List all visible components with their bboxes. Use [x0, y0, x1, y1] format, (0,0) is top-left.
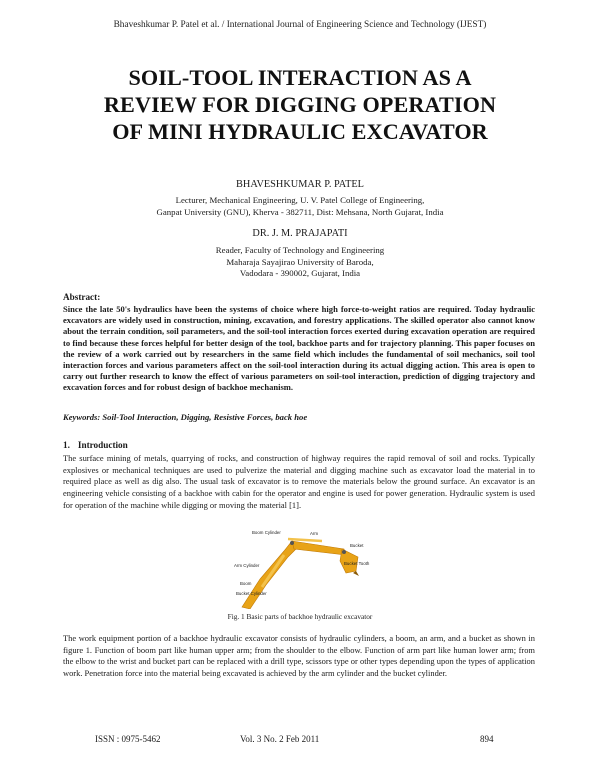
- bucket-tooth-shape: [353, 571, 359, 576]
- label-arm-cylinder: Arm Cylinder: [234, 563, 260, 568]
- section-number: 1.: [63, 440, 70, 450]
- figure-caption: Fig. 1 Basic parts of backhoe hydraulic excavator: [227, 612, 373, 621]
- title-line: OF MINI HYDRAULIC EXCAVATOR: [112, 119, 488, 144]
- title-line: SOIL-TOOL INTERACTION AS A: [128, 65, 472, 90]
- footer-volume: Vol. 3 No. 2 Feb 2011: [240, 734, 320, 744]
- excavator-diagram: [232, 527, 372, 609]
- abstract-text: Since the late 50's hydraulics have been the systems of choice where high force-to-weight ratios are required. Today hydraulic excavators are widely used in construction, mining, excavation, and forestry applications. The skilled operator also cannot know about the terrain condition, soil parameters, and the soil-tool interaction forces exerted during excavation operation are required to find because these forces helpful for better design of the tool, backhoe parts and for trajectory planning. This paper focuses on the review of a work carried out by researchers in the same field which includes the fundamental of soil mechanics, soil tool interaction forces and various parameters affect on the soil-tool interaction during its actual digging action. This area is open to carry out further research to know the effect of various parameters on soil-tool interaction, prediction of digging trajectory and excavation forces and for robust design of backhoe mechanism.: [63, 304, 535, 393]
- intro-paragraph: The work equipment portion of a backhoe hydraulic excavator consists of hydraulic cylinders, a boom, an arm, and a bucket as shown in figure 1. Function of boom part like human upper arm; from the shoulder to the elbow. Function of arm part like human lower arm; from the elbow to the wrist and bucket part can be replaced with a drill type, scissors type or other types depending upon the types of application work. Penetration force into the material being excavated is achieved by the arm cylinder and the bucket cylinder.: [63, 633, 535, 679]
- author-affiliation: [0, 245, 600, 280]
- affiliation-line: Vadodara - 390002, Gujarat, India: [239, 268, 361, 279]
- excavator-figure: [232, 527, 372, 609]
- title-line: REVIEW FOR DIGGING OPERATION: [103, 92, 497, 117]
- label-boom: Boom: [240, 581, 252, 586]
- arm-shape: [292, 541, 346, 555]
- affiliation-line: Ganpat University (GNU), Kherva - 382711, Dist: Mehsana, North Gujarat, India: [156, 206, 444, 217]
- label-bucket-cylinder: Bucket Cylinder: [236, 591, 267, 596]
- label-arm: Arm: [310, 531, 319, 536]
- section-heading: [63, 440, 128, 450]
- section-title: Introduction: [77, 440, 128, 450]
- keywords: Keywords: Soil-Tool Interaction, Digging, Resistive Forces, back hoe: [63, 412, 308, 422]
- pivot-pin: [342, 550, 346, 554]
- affiliation-line: Reader, Faculty of Technology and Engineering: [215, 245, 385, 255]
- footer-page-number: 894: [480, 734, 494, 744]
- abstract-heading: Abstract:: [63, 292, 101, 302]
- running-header: Bhaveshkumar P. Patel et al. / International Journal of Engineering Science and Technology (IJEST): [113, 20, 487, 30]
- boom-cylinder-shape: [262, 555, 284, 587]
- author-name: BHAVESHKUMAR P. PATEL: [236, 179, 364, 190]
- label-bucket-tooth: Bucket Tooth: [344, 561, 370, 566]
- pivot-pin: [290, 541, 294, 545]
- footer-issn: ISSN : 0975-5462: [95, 734, 161, 744]
- arm-cylinder-shape: [288, 539, 322, 541]
- author-affiliation: [0, 195, 600, 218]
- intro-paragraph: The surface mining of metals, quarrying of rocks, and construction of highway requires the rapid removal of soil and rocks. Typically explosives or mechanical techniques are used to pulverize the material and digging machine such as excavator load the material in to required place as well as dig also. The usual task of excavator is to remove the materials below the ground surface. An excavator is an engineering vehicle consisting of a backhoe with cabin for the operator and engine is used for power generation. Hydraulic system is used for operation of the machine while digging or moving the material [1].: [63, 453, 535, 510]
- affiliation-line: Maharaja Sayajirao University of Baroda,: [226, 256, 374, 267]
- affiliation-line: Lecturer, Mechanical Engineering, U. V. Patel College of Engineering,: [175, 195, 425, 205]
- label-bucket: Bucket: [350, 543, 364, 548]
- paper-title: [60, 64, 540, 145]
- author-name: DR. J. M. PRAJAPATI: [252, 228, 348, 239]
- label-boom-cylinder: Boom Cylinder: [252, 530, 281, 535]
